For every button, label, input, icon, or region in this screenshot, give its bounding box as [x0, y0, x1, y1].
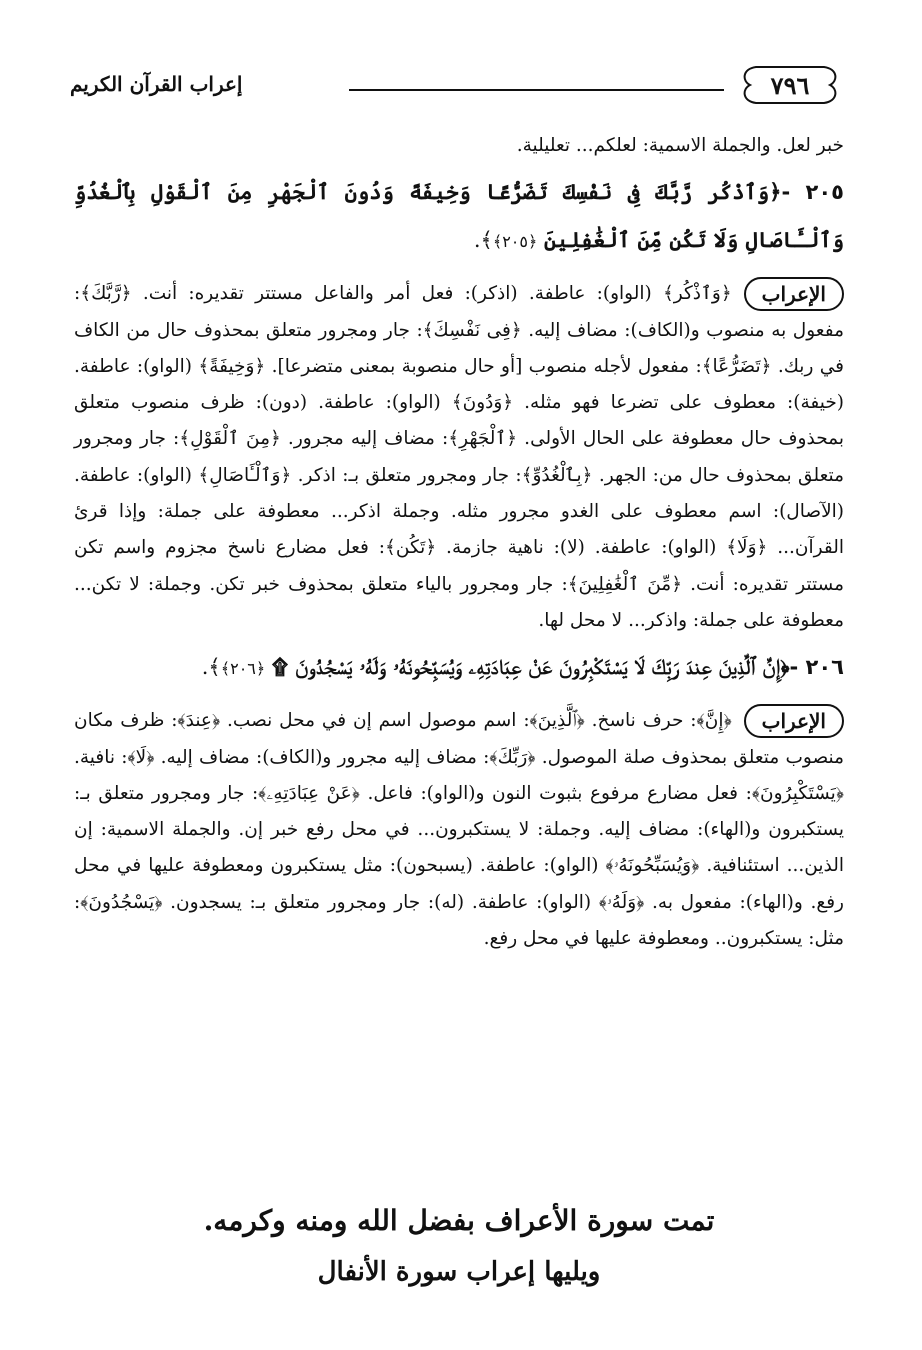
intro-line: خبر لعل. والجملة الاسمية: لعلكم... تعليلية.: [516, 135, 844, 156]
irab-text: ﴿وَٱذْكُر﴾ (الواو): عاطفة. (اذكر): فعل أمر والفاعل مستتر تقديره: أنت. ﴿رَّبَّكَ﴾: مفعول به منصوب و(الكاف): مضاف إليه. ﴿فِى نَفْسِكَ﴾: جار ومجرور متعلق بمحذوف حال من الكاف في ربك. ﴿تَضَرُّعًا﴾: مفعول لأجله منصوب [أو حال منصوبة بمعنى متضرعا]. ﴿وَخِيفَةً﴾ (الواو): عاطفة. (خيفة): معطوف على تضرعا فهو مثله. ﴿وَدُونَ﴾ (الواو): عاطفة. (دون): ظرف منصوب متعلق بمحذوف حال معطوفة على الحال الأولى. ﴿ٱلْجَهْرِ﴾: مضاف إليه مجرور. ﴿مِنَ ٱلْقَوْلِ﴾: جار ومجرور متعلق بمحذوف حال من: الجهر. ﴿بِٱلْغُدُوِّ﴾: جار ومجرور متعلق بـ: اذكر. ﴿وَٱلْـَٔاصَالِ﴾ (الواو): عاطفة. (الآصال): اسم معطوف على الغدو مجرور مثله. وجملة اذكر... معطوفة على جملة: وإذا قرئ القرآن... ﴿وَلَا﴾ (الواو): عاطفة. (لا): ناهية جازمة. ﴿تَكُن﴾: فعل مضارع ناسخ مجزوم واسم تكن مستتر تقديره: أنت. ﴿مِّنَ ٱلْغَٰفِلِينَ﴾: جار ومجرور بالياء متعلق بمحذوف خبر تكن. وجملة: لا تكن... معطوفة على جملة: واذكر... لا محل لها.: [74, 283, 844, 631]
page-number: ٧٩٦: [770, 70, 810, 100]
verse-text: ﴿وَٱذْكُر رَّبَّكَ فِى نَفْسِكَ تَضَرُّعًا وَخِيفَةً وَدُونَ ٱلْجَهْرِ مِنَ ٱلْقَوْلِ بِٱلْغُدُوِّ وَٱلْـَٔاصَالِ وَلَا تَكُن مِّنَ ٱلْغَٰفِلِينَ: [74, 179, 844, 253]
verse-text: ﴿إِنَّ ٱلَّذِينَ عِندَ رَبِّكَ لَا يَسْتَكْبِرُونَ عَنْ عِبَادَتِهِۦ وَيُسَبِّحُونَهُۥ وَلَهُۥ يَسْجُدُونَ ۩: [271, 654, 790, 680]
verse-206: [74, 643, 844, 693]
page-body: [74, 128, 844, 957]
irab-section-205: [74, 276, 844, 639]
surah-end-line: تمت سورة الأعراف بفضل الله ومنه وكرمه.: [203, 1204, 715, 1237]
irab-label-badge: الإعراب: [744, 277, 844, 311]
page-number-frame: [738, 62, 842, 108]
verse-205: [74, 168, 844, 266]
page-header: [70, 62, 842, 112]
irab-label-badge: الإعراب: [744, 704, 844, 738]
ayah-number-mark: ﴿٢٠٦﴾: [220, 659, 266, 679]
next-surah-line: ويليها إعراب سورة الأنفال: [317, 1257, 601, 1287]
book-title: إعراب القرآن الكريم: [70, 72, 243, 96]
verse-close: ﴾.: [201, 655, 221, 680]
surah-closing: [74, 1198, 844, 1294]
irab-text: ﴿إِنَّ﴾: حرف ناسخ. ﴿ٱلَّذِينَ﴾: اسم موصول اسم إن في محل نصب. ﴿عِندَ﴾: ظرف مكان منصوب متعلق بمحذوف صلة الموصول. ﴿رَبِّكَ﴾: مضاف إليه مجرور و(الكاف): مضاف إليه. ﴿لَا﴾: نافية. ﴿يَسْتَكْبِرُونَ﴾: فعل مضارع مرفوع بثبوت النون و(الواو): فاعل. ﴿عَنْ عِبَادَتِهِۦ﴾: جار ومجرور متعلق بـ: يستكبرون و(الهاء): مضاف إليه. وجملة: لا يستكبرون... في محل رفع خبر إن. والجملة الاسمية: إن الذين... استئنافية. ﴿وَيُسَبِّحُونَهُۥ﴾ (الواو): عاطفة. (يسبحون): مثل يستكبرون ومعطوفة عليها في محل رفع. و(الهاء): مفعول به. ﴿وَلَهُۥ﴾ (الواو): عاطفة. (له): جار ومجرور متعلق بـ: يسجدون. ﴿يَسْجُدُونَ﴾: مثل: يستكبرون.. ومعطوفة عليها في محل رفع.: [74, 710, 844, 950]
ayah-number-mark: ﴿٢٠٥﴾: [492, 232, 538, 252]
verse-number: ٢٠٦ -: [789, 655, 844, 680]
verse-number: ٢٠٥ -: [781, 180, 844, 205]
verse-close: ﴾.: [473, 228, 493, 253]
irab-section-206: [74, 703, 844, 957]
header-rule: [349, 89, 724, 91]
